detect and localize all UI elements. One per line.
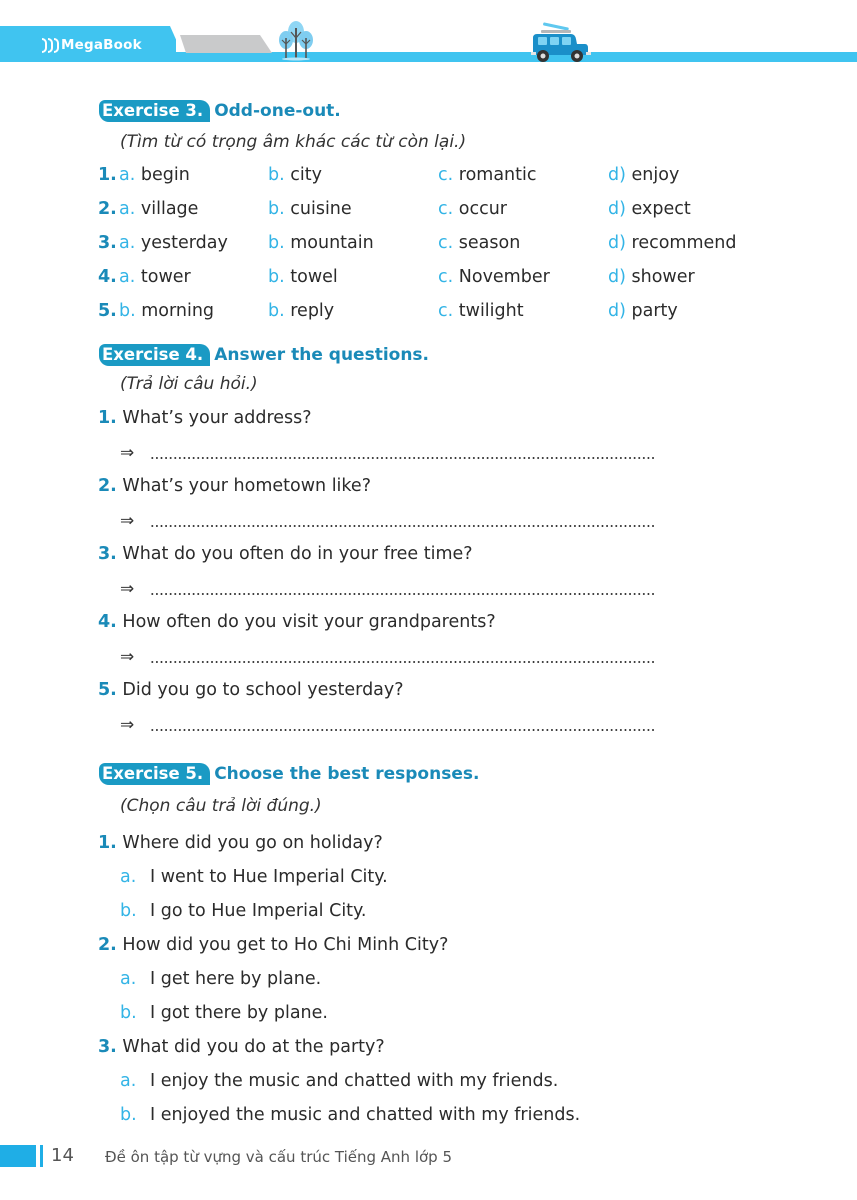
option-a-word: village <box>140 199 199 219</box>
exercise-5-title: Choose the best responses. <box>214 764 480 784</box>
option-c <box>438 267 550 287</box>
exercise-5-heading <box>99 763 479 785</box>
item-number: 1. <box>98 165 117 185</box>
question-number: 1. <box>98 833 117 853</box>
answer-line[interactable] <box>120 713 654 737</box>
option-c-label: c. <box>438 301 454 321</box>
option-a <box>119 301 214 321</box>
option-b-label: b. <box>268 267 285 287</box>
option-c <box>438 199 507 219</box>
option-d-label: d) <box>608 301 626 321</box>
option-a-label: a. <box>119 267 136 287</box>
option-a-word: begin <box>140 165 190 185</box>
question-number: 2. <box>98 935 117 955</box>
option-d-label: d) <box>608 267 626 287</box>
option-c-label: c. <box>438 267 454 287</box>
arrow-icon: ⇒ <box>120 579 135 599</box>
option-a <box>119 233 228 253</box>
option-text: I got there by plane. <box>150 1003 328 1023</box>
arrow-icon: ⇒ <box>120 647 135 667</box>
option-a <box>119 199 198 219</box>
option-b-label: b. <box>268 165 285 185</box>
exercise-4-badge: Exercise 4. <box>99 344 210 366</box>
option-b-word: reply <box>290 301 335 321</box>
option-c-word: November <box>458 267 550 287</box>
option-b-label: b. <box>268 301 285 321</box>
item-number: 2. <box>98 199 117 219</box>
option-label: a. <box>120 867 137 887</box>
response-option[interactable] <box>120 901 366 921</box>
option-b-word: towel <box>290 267 338 287</box>
option-d-word: enjoy <box>631 165 680 185</box>
question-number: 1. <box>98 408 117 428</box>
header-grey-ribbon <box>180 35 272 53</box>
option-c-word: twilight <box>458 301 524 321</box>
response-option[interactable] <box>120 1105 580 1125</box>
option-label: b. <box>120 1105 137 1125</box>
option-text: I enjoy the music and chatted with my friends. <box>150 1071 559 1091</box>
option-d <box>608 199 691 219</box>
exercise-4-subtitle: (Trả lời câu hỏi.) <box>120 374 258 394</box>
option-label: a. <box>120 1071 137 1091</box>
question-text: What’s your address? <box>122 408 312 428</box>
dotted-answer-field[interactable] <box>150 456 654 460</box>
question <box>98 408 312 428</box>
option-text: I get here by plane. <box>150 969 322 989</box>
option-b-label: b. <box>268 233 285 253</box>
option-d-word: recommend <box>631 233 737 253</box>
exercise-4-heading <box>99 344 429 366</box>
question <box>98 476 371 496</box>
question-text: What’s your hometown like? <box>122 476 371 496</box>
question-number: 3. <box>98 1037 117 1057</box>
exercise-3-heading <box>99 100 341 122</box>
answer-line[interactable] <box>120 509 654 533</box>
dotted-answer-field[interactable] <box>150 728 654 732</box>
option-b-word: cuisine <box>290 199 352 219</box>
option-d <box>608 233 736 253</box>
option-c-word: occur <box>458 199 508 219</box>
option-d-word: party <box>631 301 678 321</box>
item-number: 5. <box>98 301 117 321</box>
option-a-word: tower <box>140 267 191 287</box>
option-d-word: expect <box>631 199 691 219</box>
option-text: I went to Hue Imperial City. <box>150 867 388 887</box>
exercise-3-badge: Exercise 3. <box>99 100 210 122</box>
option-a-label: a. <box>119 199 136 219</box>
option-d <box>608 165 679 185</box>
option-b-word: city <box>290 165 322 185</box>
page-number: 14 <box>51 1145 74 1166</box>
response-option[interactable] <box>120 1071 558 1091</box>
question-text: Where did you go on holiday? <box>122 833 383 853</box>
brand-name: MegaBook <box>61 37 142 53</box>
option-text: I go to Hue Imperial City. <box>150 901 367 921</box>
option-text: I enjoyed the music and chatted with my friends. <box>150 1105 581 1125</box>
answer-line[interactable] <box>120 645 654 669</box>
response-option[interactable] <box>120 1003 328 1023</box>
option-a-label: b. <box>119 301 136 321</box>
option-c-label: c. <box>438 165 454 185</box>
option-d <box>608 301 678 321</box>
question <box>98 833 383 853</box>
page-header <box>0 0 857 80</box>
option-label: b. <box>120 1003 137 1023</box>
option-a <box>119 267 191 287</box>
option-a-label: a. <box>119 165 136 185</box>
option-b <box>268 267 338 287</box>
dotted-answer-field[interactable] <box>150 660 654 664</box>
option-a <box>119 165 190 185</box>
question-text: What did you do at the party? <box>122 1037 385 1057</box>
question <box>98 935 448 955</box>
option-c <box>438 301 524 321</box>
dotted-answer-field[interactable] <box>150 524 654 528</box>
option-d-label: d) <box>608 199 626 219</box>
option-b <box>268 199 352 219</box>
option-b-word: mountain <box>290 233 374 253</box>
option-b-label: b. <box>268 199 285 219</box>
option-a-word: morning <box>141 301 215 321</box>
question <box>98 1037 385 1057</box>
arrow-icon: ⇒ <box>120 511 135 531</box>
option-d-word: shower <box>631 267 695 287</box>
option-c-label: c. <box>438 199 454 219</box>
question-text: What do you often do in your free time? <box>122 544 473 564</box>
question-text: How did you get to Ho Chi Minh City? <box>122 935 449 955</box>
question-number: 3. <box>98 544 117 564</box>
option-d-label: d) <box>608 165 626 185</box>
arrow-icon: ⇒ <box>120 443 135 463</box>
item-number: 3. <box>98 233 117 253</box>
option-c-word: romantic <box>458 165 537 185</box>
option-b <box>268 233 374 253</box>
dotted-answer-field[interactable] <box>150 592 654 596</box>
question-text: How often do you visit your grandparents? <box>122 612 496 632</box>
footer-divider <box>40 1145 43 1167</box>
option-label: b. <box>120 901 137 921</box>
trees-icon <box>276 20 316 62</box>
option-b <box>268 165 322 185</box>
exercise-4-title: Answer the questions. <box>214 345 430 365</box>
option-a-word: yesterday <box>140 233 228 253</box>
footer-accent-bar <box>0 1145 36 1167</box>
question-text: Did you go to school yesterday? <box>122 680 404 700</box>
car-icon <box>525 22 595 64</box>
exercise-3-subtitle: (Tìm từ có trọng âm khác các từ còn lại.) <box>120 132 467 152</box>
question <box>98 612 496 632</box>
megabook-logo <box>42 37 142 53</box>
option-a-label: a. <box>119 233 136 253</box>
question-number: 2. <box>98 476 117 496</box>
exercise-3-title: Odd-one-out. <box>214 101 341 121</box>
question <box>98 680 404 700</box>
answer-line[interactable] <box>120 441 654 465</box>
response-option[interactable] <box>120 969 321 989</box>
book-title: Đề ôn tập từ vựng và cấu trúc Tiếng Anh lớp 5 <box>105 1148 453 1166</box>
question-number: 5. <box>98 680 117 700</box>
arrow-icon: ⇒ <box>120 715 135 735</box>
option-c <box>438 233 520 253</box>
response-option[interactable] <box>120 867 388 887</box>
option-c <box>438 165 537 185</box>
exercise-5-badge: Exercise 5. <box>99 763 210 785</box>
option-d <box>608 267 695 287</box>
question-number: 4. <box>98 612 117 632</box>
option-c-label: c. <box>438 233 454 253</box>
question <box>98 544 473 564</box>
exercise-5-subtitle: (Chọn câu trả lời đúng.) <box>120 796 322 816</box>
option-d-label: d) <box>608 233 626 253</box>
item-number: 4. <box>98 267 117 287</box>
option-b <box>268 301 334 321</box>
option-label: a. <box>120 969 137 989</box>
megabook-logo-icon <box>42 38 59 53</box>
option-c-word: season <box>458 233 521 253</box>
answer-line[interactable] <box>120 577 654 601</box>
